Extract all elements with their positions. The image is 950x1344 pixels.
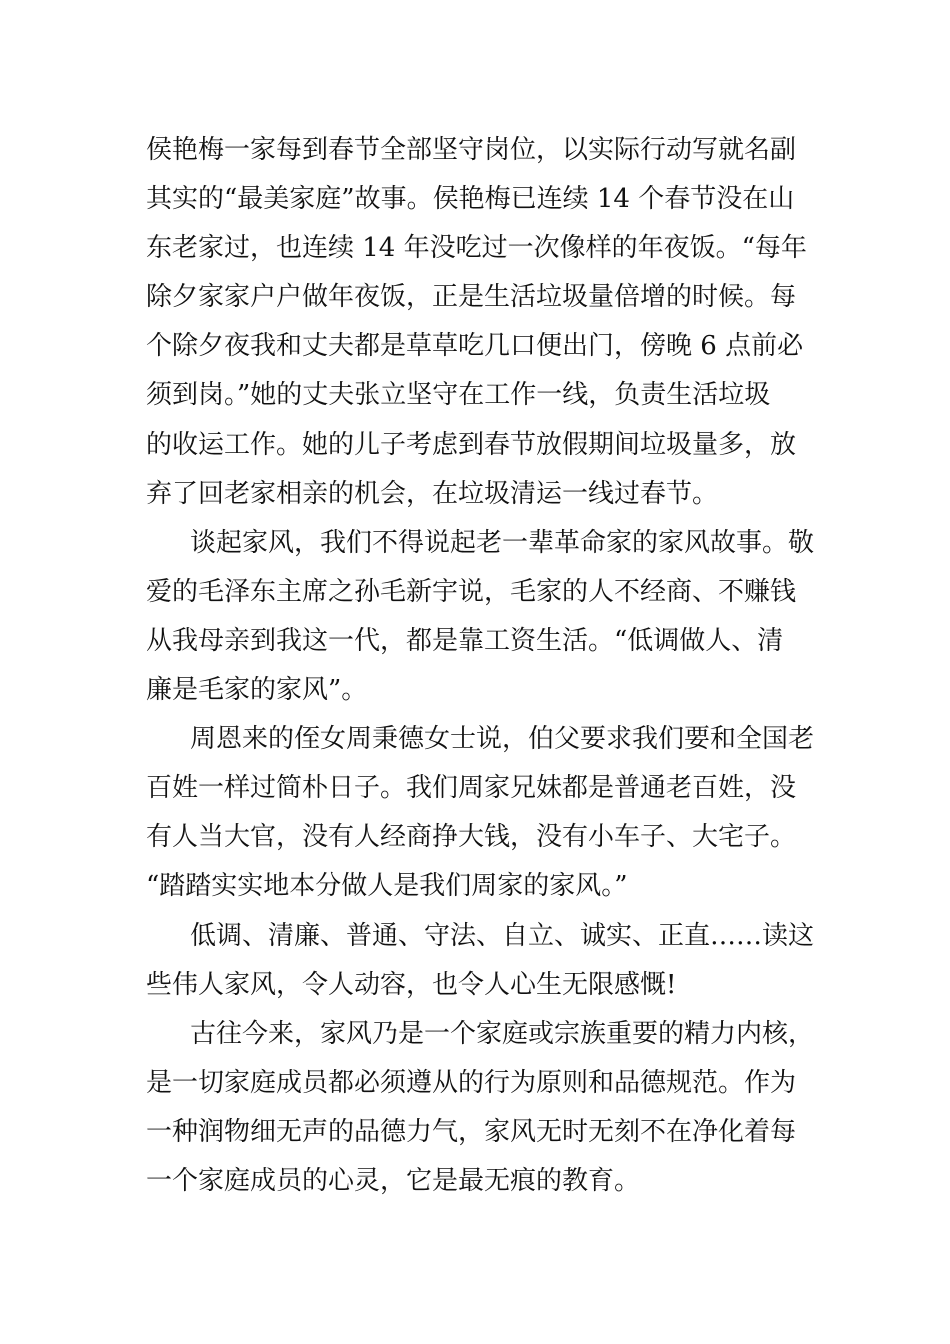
text-line: 的收运工作。她的儿子考虑到春节放假期间垃圾量多，放: [146, 429, 797, 460]
text-line: 一个家庭成员的心灵，它是最无痕的教育。: [146, 1165, 641, 1196]
paragraph-virtues: [146, 912, 815, 1010]
text-line: 低调、清廉、普通、守法、自立、诚实、正直……读这: [190, 920, 815, 951]
text-line: 除夕家家户户做年夜饭，正是生活垃圾量倍增的时候。每: [146, 282, 797, 313]
text-line: 廉是毛家的家风”。: [146, 675, 368, 706]
text-line: 侯艳梅一家每到春节全部坚守岗位，以实际行动写就名副: [146, 135, 797, 165]
paragraph-family-story: [146, 126, 810, 519]
text-line: 个除夕夜我和丈夫都是草草吃几口便出门，傍晚 6 点前必: [146, 331, 804, 362]
text-line: 周恩来的侄女周秉德女士说，伯父要求我们要和全国老: [190, 724, 815, 755]
paragraph-mao-family: [146, 519, 815, 715]
text-line: 须到岗。”她的丈夫张立坚守在工作一线，负责生活垃圾: [146, 380, 771, 411]
text-line: 从我母亲到我这一代，都是靠工资生活。“低调做人、清: [146, 625, 784, 656]
paragraph-family-values: [146, 1010, 815, 1206]
text-line: 东老家过，也连续 14 年没吃过一次像样的年夜饭。“每年: [146, 233, 807, 264]
text-line: 有人当大官，没有人经商挣大钱，没有小车子、大宅子。: [146, 822, 797, 853]
text-line: 弃了回老家相亲的机会，在垃圾清运一线过春节。: [146, 478, 719, 509]
text-line: 爱的毛泽东主席之孙毛新宇说，毛家的人不经商、不赚钱: [146, 576, 797, 607]
text-line: 些伟人家风，令人动容，也令人心生无限感慨!: [146, 969, 677, 1000]
text-line: 一种润物细无声的品德力气，家风无时无刻不在净化着每: [146, 1116, 797, 1147]
text-line: “踏踏实实地本分做人是我们周家的家风。”: [146, 871, 628, 902]
text-line: 古往今来，家风乃是一个家庭或宗族重要的精力内核，: [190, 1018, 815, 1049]
text-line: 是一切家庭成员都必须遵从的行为原则和品德规范。作为: [146, 1067, 797, 1098]
text-line: 谈起家风，我们不得说起老一辈革命家的家风故事。敬: [190, 527, 815, 558]
text-line: 百姓一样过简朴日子。我们周家兄妹都是普通老百姓，没: [146, 773, 797, 804]
text-line: 其实的“最美家庭”故事。侯艳梅已连续 14 个春节没在山: [146, 184, 795, 215]
document-body: [146, 126, 815, 1206]
paragraph-zhou-family: [146, 715, 815, 911]
